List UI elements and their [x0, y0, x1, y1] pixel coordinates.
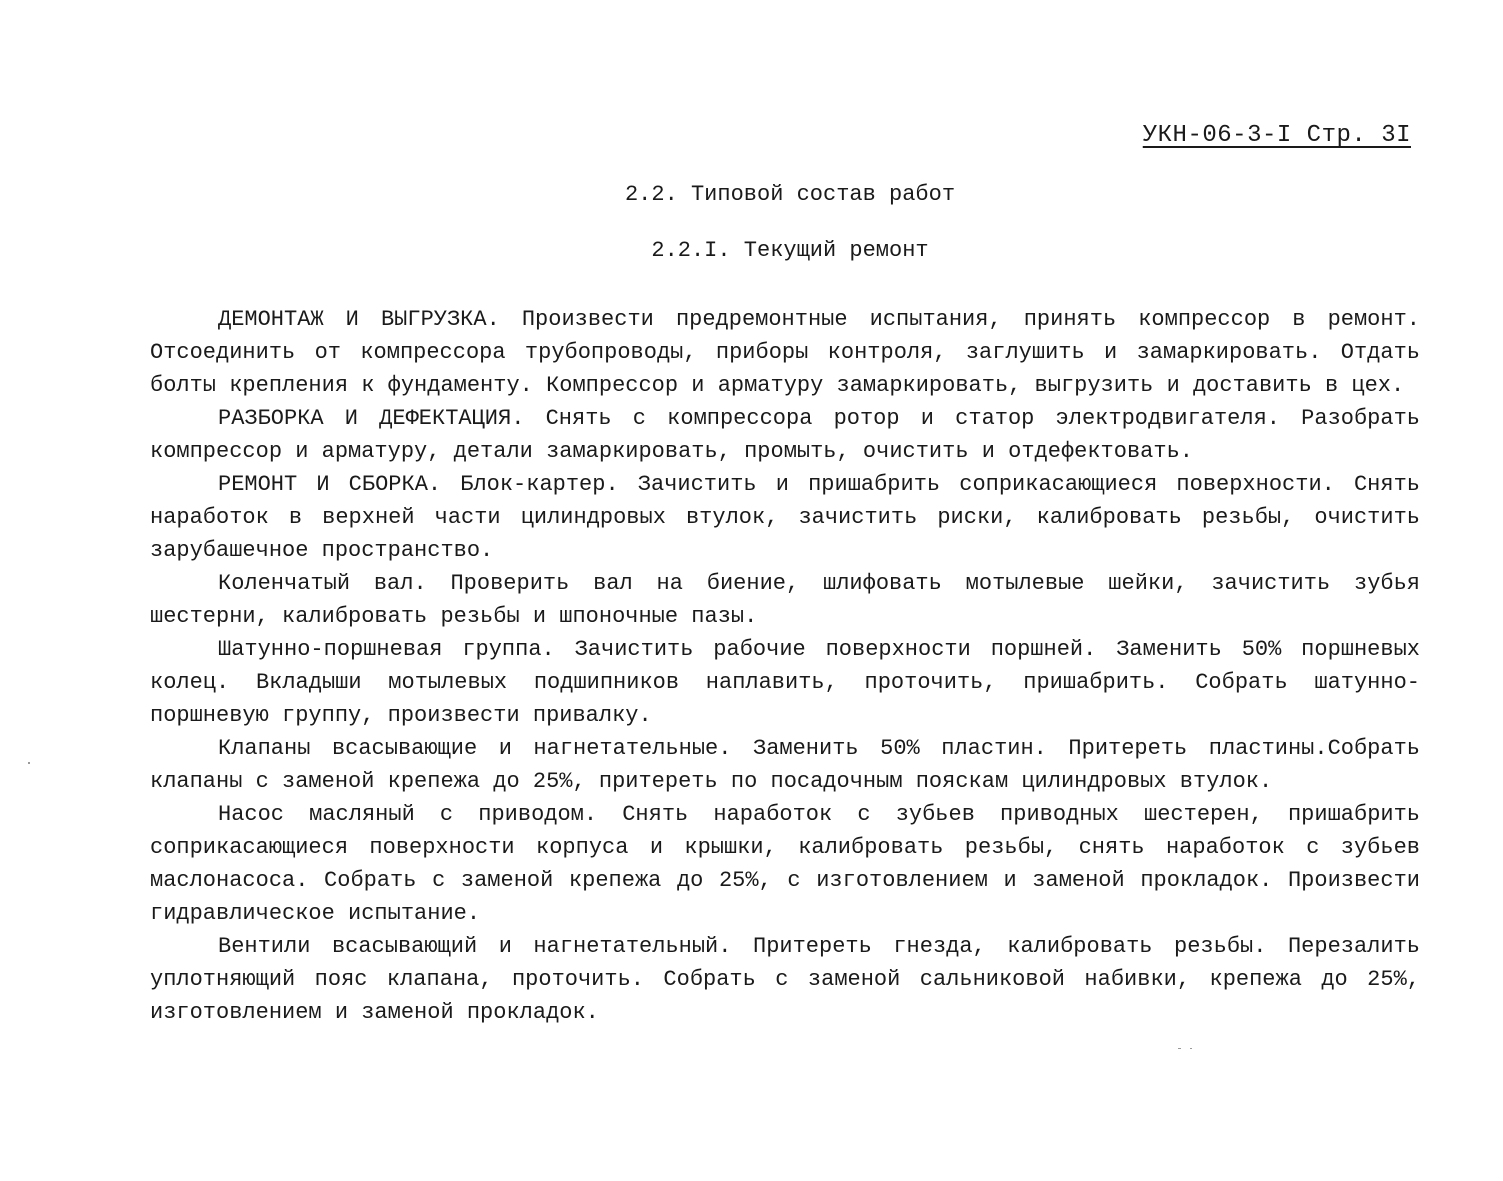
paragraph-repair-block-carter: РЕМОНТ И СБОРКА. Блок-картер. Зачистить и пришабрить соприкасающиеся поверхности. Снять наработок в верхней части цилиндровых втулок, зачистить риски, калибровать резьбы, очистить зарубашечное пространство. [150, 472, 1420, 563]
paragraph-piston-group: Шатунно-поршневая группа. Зачистить рабочие поверхности поршней. Заменить 50% поршневых колец. Вкладыши мотылевых подшипников наплавить, проточить, пришабрить. Собрать шатунно-поршневую группу, произвести привалку. [150, 637, 1420, 728]
scan-speck [28, 762, 30, 764]
section-title: 2.2. Типовой состав работ [624, 182, 956, 207]
document-code-header: УКН-06-3-I Стр. 3I [1142, 122, 1411, 149]
paragraph-valves: Клапаны всасывающие и нагнетательные. Заменить 50% пластин. Притереть пластины.Собрать клапаны с заменой крепежа до 25%, притереть по посадочным пояскам цилиндровых втулок. [150, 736, 1420, 794]
paragraph-stop-valves: Вентили всасывающий и нагнетательный. Притереть гнезда, калибровать резьбы. Перезалить уплотняющий пояс клапана, проточить. Собрать с заменой сальниковой набивки, крепежа до 25%, изготовлением и заменой прокладок. [150, 934, 1420, 1025]
paragraph-oil-pump: Насос масляный с приводом. Снять наработок с зубьев приводных шестерен, пришабрить соприкасающиеся поверхности корпуса и крышки, калибровать резьбы, снять наработок с зубьев маслонасоса. Собрать с заменой крепежа до 25%, с изготовлением и заменой прокладок. Произвести гидравлическое испытание. [150, 802, 1420, 926]
paragraph-disassembly: РАЗБОРКА И ДЕФЕКТАЦИЯ. Снять с компрессора ротор и статор электродвигателя. Разобрать компрессор и арматуру, детали замаркировать, промыть, очистить и отдефектовать. [150, 406, 1420, 464]
scan-speck [1190, 1048, 1192, 1049]
subsection-title: 2.2.I. Текущий ремонт [651, 238, 929, 263]
paragraph-crankshaft: Коленчатый вал. Проверить вал на биение, шлифовать мотылевые шейки, зачистить зубья шестерни, калибровать резьбы и шпоночные пазы. [150, 571, 1420, 629]
body-text [150, 303, 1420, 1029]
scan-speck [1178, 1048, 1181, 1049]
paragraph-dismantling: ДЕМОНТАЖ И ВЫГРУЗКА. Произвести предремонтные испытания, принять компрессор в ремонт. Отсоединить от компрессора трубопроводы, приборы контроля, заглушить и замаркировать. Отдать болты крепления к фундаменту. Компрессор и арматуру замаркировать, выгрузить и доставить в цех. [150, 307, 1420, 398]
